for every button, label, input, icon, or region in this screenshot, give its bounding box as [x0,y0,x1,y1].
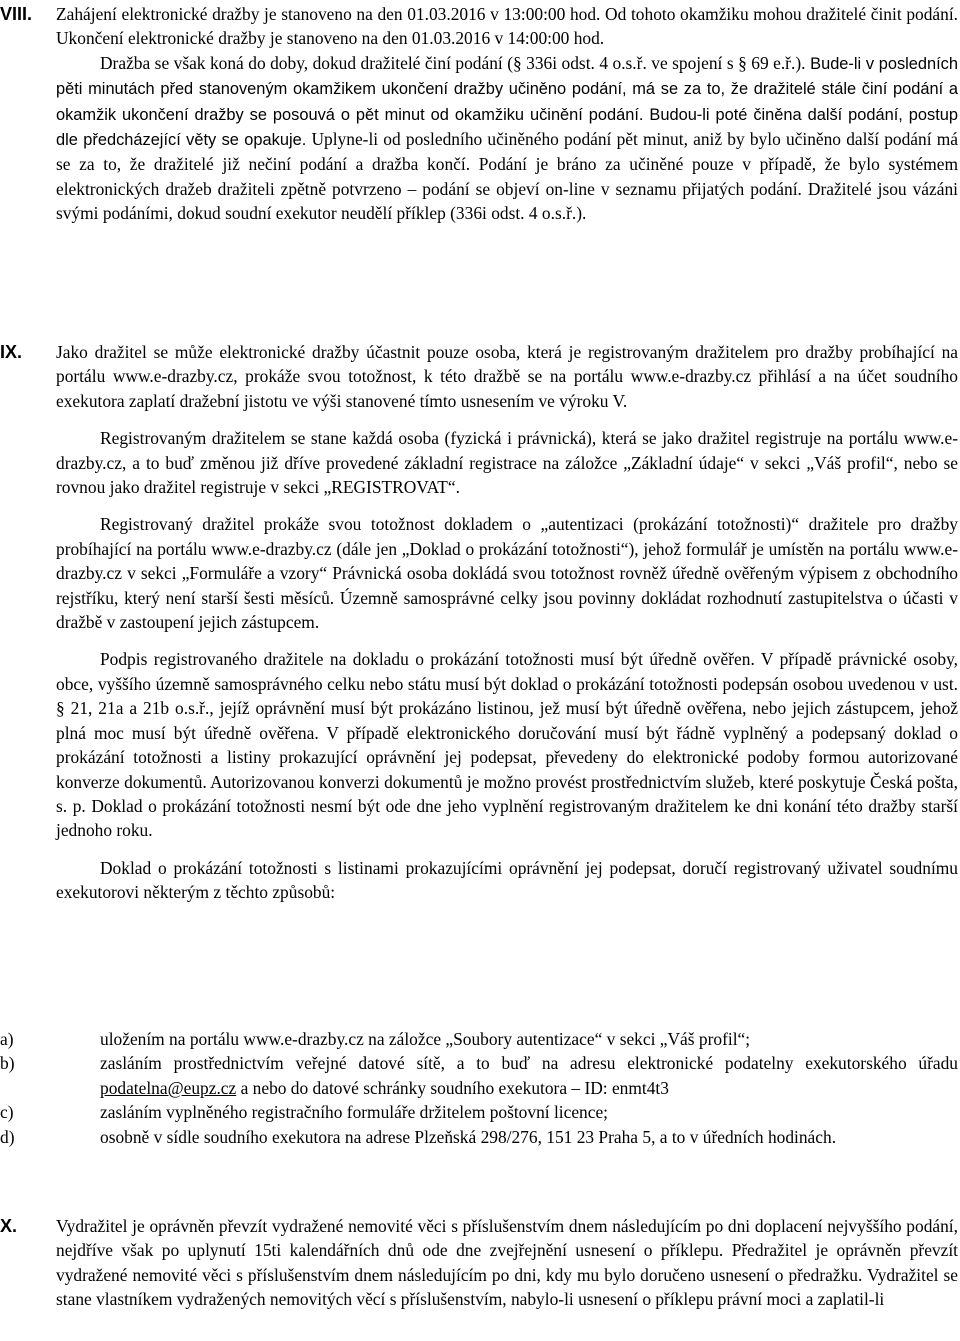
paragraph: Vydražitel je oprávněn převzít vydražené nemovité věci s příslušenstvím dnem následujícím po dni doplacení nejvyššího podání, nejdříve však po uplynutí 15ti kalendářních dnů ode dne zvejřejnění usnesení o příklepu. Předražitel je oprávněn převzít vydražené nemovité věci s příslušenstvím dnem následujícím po dni, kdy mu bylo doručeno usnesení o předražku. Vydražitel se stane vlastníkem vydražených nemovitých věcí s příslušenstvím, nabylo-li usnesení o příklepu právní moci a zaplatil-li [56,1216,958,1310]
paragraph: Registrovaným dražitelem se stane každá osoba (fyzická i právnická), která se jako dražitel registruje na portálu www.e-drazby.cz, a to buď změnou již dříve provedené základní registrace na záložce „Základní údaje“ v sekci „Váš profil“, nebo se rovnou jako dražitel registruje v sekci „REGISTROVAT“. [56,428,958,498]
paragraph-text-sans: Bude-li v posledních pěti minutách před stanoveným okamžikem ukončení dražby učiněno podání, má se za to, že dražitelé stále činí podání a okamžik ukončení dražby se posouvá o pět minut od okamžiku učinění podání. Budou-li poté činěna další podání, postup dle předcházející věty se opakuje. [56,54,958,150]
section-number: X. [0,1216,18,1236]
list-text: a nebo do datové schránky soudního exekutora – ID: enmt4t3 [236,1077,669,1098]
paragraph: Zahájení elektronické dražby je stanoveno na den 01.03.2016 v 13:00:00 hod. Od tohoto okamžiku mohou dražitelé činit podání. Ukončení elektronické dražby je stanoveno na den 01.03.2016 v 14:00:00 hod. [56,4,958,49]
email-link[interactable]: podatelna@eupz.cz [100,1077,237,1098]
paragraph-text: Uplyne-li od posledního učiněného podání pět minut, aniž by bylo učiněno další podání má se za to, že dražitelé již nečiní podání a dražba končí. Podání je bráno za učiněné pouze v případě, že bylo systémem elektronických dražeb dražiteli zpětně potvrzeno – podání se objeví on-line v seznamu přijatých podání. Dražitelé jsou vázáni svými podáními, dokud soudní exekutor neudělí příklep (336i odst. 4 o.s.ř.). [56,129,958,224]
list-text: osobně v sídle soudního exekutora na adrese Plzeňská 298/276, 151 23 Praha 5, a to v úředních hodinách. [100,1126,837,1147]
list-marker: a) [0,1029,14,1049]
section-number: VIII. [0,4,33,24]
list-text: uložením na portálu www.e-drazby.cz na záložce „Soubory autentizace“ v sekci „Váš profil“; [100,1029,751,1049]
list-item [0,1051,958,1100]
list-text: zasláním prostřednictvím veřejné datové sítě, a to buď na adresu elektronické podatelny exekutorského úřadu [100,1053,958,1074]
list-marker: c) [0,1102,14,1123]
paragraph-text: Dražba se však koná do doby, dokud dražitelé činí podání (§ 336i odst. 4 o.s.ř. ve spojení s § 69 e.ř.). [100,52,806,73]
list-marker: b) [0,1053,15,1074]
list-item [0,1125,958,1149]
paragraph [56,51,958,226]
section-body [56,2,958,226]
list-item [0,1100,958,1124]
section-number: IX. [0,342,23,362]
list-text: zasláním vyplněného registračního formuláře držitelem poštovní licence; [100,1102,609,1123]
paragraph: Doklad o prokázání totožnosti s listinami prokazujícími oprávnění jej podepsat, doručí registrovaný uživatel soudnímu exekutorovi některým z těchto způsobů: [56,857,958,903]
section-body [56,1214,958,1312]
paragraph: Registrovaný dražitel prokáže svou totožnost dokladem o „autentizaci (prokázání totožnosti)“ dražitele pro dražby probíhající na portálu www.e-drazby.cz (dále jen „Doklad o prokázání totožnosti“), jehož formulář je umístěn na portálu www.e-drazby.cz v sekci „Formuláře a vzory“ Právnická osoba dokládá svou totožnost rovněž úředně ověřeným výpisem z obchodního rejstříku, který není starší šesti měsíců. Územně samosprávné celky jsou povinny dokládat rozhodnutí zastupitelstva o účasti v dražbě v zastoupení jejich zástupcem. [56,514,958,633]
list-marker: d) [0,1126,15,1147]
paragraph: Jako dražitel se může elektronické dražby účastnit pouze osoba, která je registrovaným dražitelem pro dražby probíhající na portálu www.e-drazby.cz, prokáže svou totožnost, k této dražbě se na portálu www.e-drazby.cz přihlásí a na účet soudního exekutora zaplatí dražební jistotu ve výši stanovené tímto usnesením ve výroku V. [56,342,958,411]
section-body [56,340,958,905]
paragraph: Podpis registrovaného dražitele na dokladu o prokázání totožnosti musí být úředně ověřen. V případě právnické osoby, obce, vyššího územně samosprávného celku nebo státu musí být doklad o prokázání totožnosti podepsán osobou uvedenou v ust. § 21, 21a a 21b o.s.ř., jejíž oprávnění musí být prokázáno listinou, jež musí být úředně ověřena, nebo jejich zástupcem, jehož plná moc musí být úředně ověřena. V případě elektronického doručování musí být řádně vyplněný a podepsaný doklad o prokázání totožnosti a listiny prokazující oprávnění jej podepsat, převedeny do elektronické podoby formou autorizované konverze dokumentů. Autorizovanou konverzi dokumentů je možno provést prostřednictvím služeb, které poskytuje Česká pošta, s. p. Doklad o prokázání totožnosti nesmí být ode dne jeho vyplnění registrovaným dražitelem ke dni konání této dražby starší jednoho roku. [56,649,958,841]
delivery-methods-list [0,1027,958,1149]
list-item [0,1027,958,1051]
